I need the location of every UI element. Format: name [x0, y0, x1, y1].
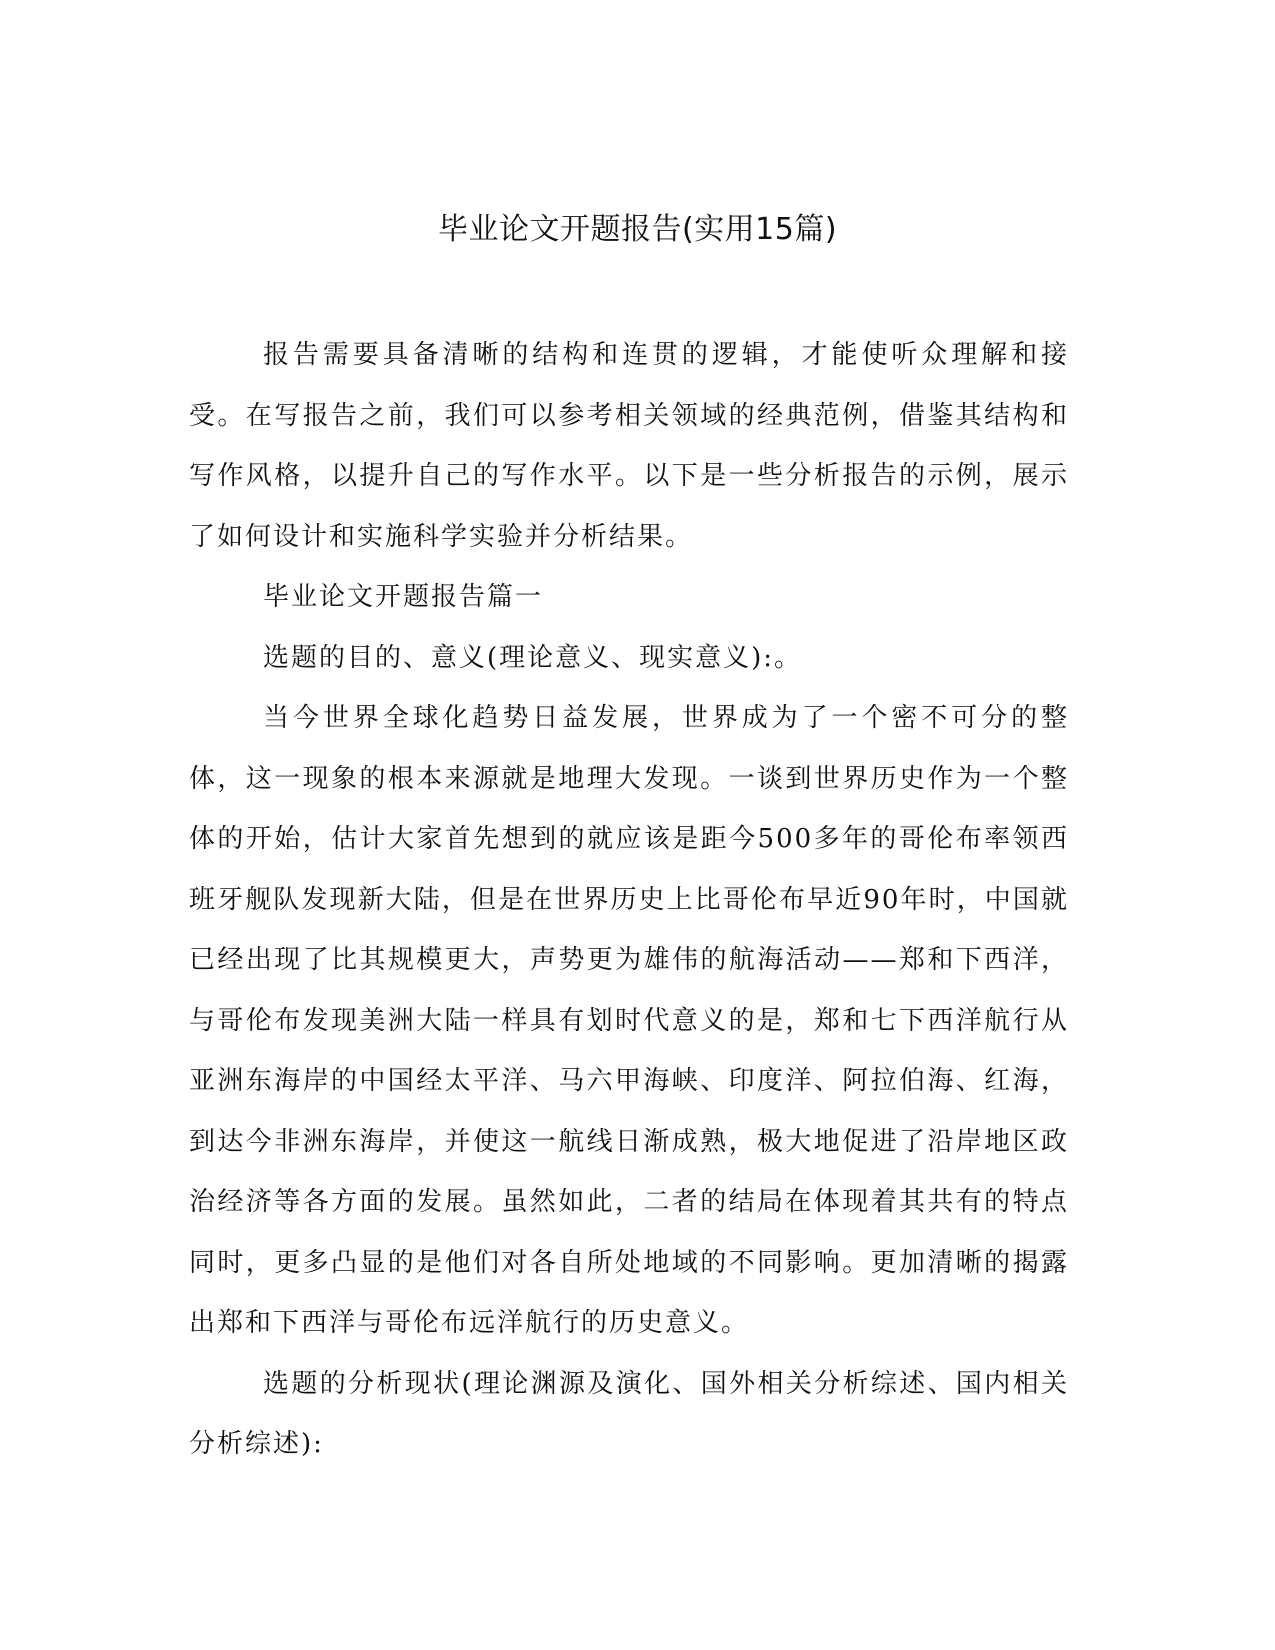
subsection-heading: 选题的分析现状(理论渊源及演化、国外相关分析综述、国内相关分析综述):: [189, 1368, 1069, 1459]
document-title: 毕业论文开题报告(实用15篇): [437, 212, 838, 247]
document-body: [189, 325, 1069, 1475]
subsection-heading: 选题的目的、意义(理论意义、现实意义):。: [263, 642, 803, 673]
section-heading: 毕业论文开题报告篇一: [263, 582, 544, 612]
body-paragraph: 当今世界全球化趋势日益发展，世界成为了一个密不可分的整体，这一现象的根本来源就是地理大发现。一谈到世界历史作为一个整体的开始，估计大家首先想到的就应该是距今500多年的哥伦布率领西班牙舰队发现新大陆，但是在世界历史上比哥伦布早近90年时，中国就已经出现了比其规模更大，声势更为雄伟的航海活动——郑和下西洋，与哥伦布发现美洲大陆一样具有划时代意义的是，郑和七下西洋航行从亚洲东海岸的中国经太平洋、马六甲海峡、印度洋、阿拉伯海、红海，到达今非洲东海岸，并使这一航线日渐成熟，极大地促进了沿岸地区政治经济等各方面的发展。虽然如此，二者的结局在体现着其共有的特点同时，更多凸显的是他们对各自所处地域的不同影响。更加清晰的揭露出郑和下西洋与哥伦布远洋航行的历史意义。: [189, 703, 1069, 1338]
intro-paragraph: 报告需要具备清晰的结构和连贯的逻辑，才能使听众理解和接受。在写报告之前，我们可以参考相关领域的经典范例，借鉴其结构和写作风格，以提升自己的写作水平。以下是一些分析报告的示例，展示了如何设计和实施科学实验并分析结果。: [189, 340, 1069, 552]
